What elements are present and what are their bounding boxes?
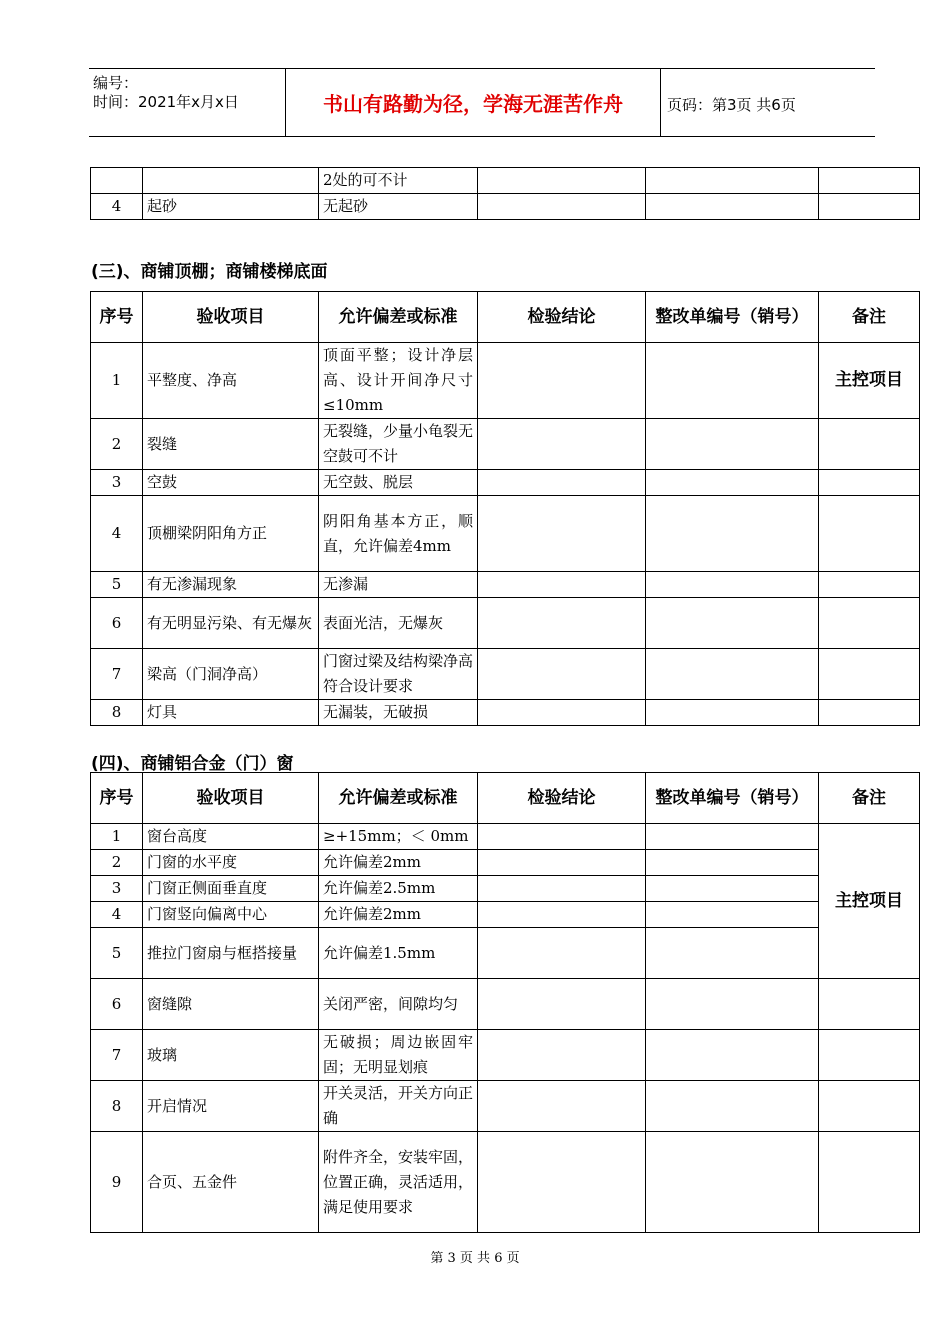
table-header-row [91, 292, 920, 343]
row-conclusion [478, 979, 646, 1030]
row-item: 门窗的水平度 [143, 850, 319, 876]
row-number: 6 [91, 598, 143, 649]
table-row [91, 572, 920, 598]
header-seq: 序号 [91, 292, 143, 343]
section-3-title: (三)、商铺顶棚；商铺楼梯底面 [91, 262, 328, 282]
row-number: 2 [91, 850, 143, 876]
header-meta [89, 69, 285, 136]
row-rectification-no [646, 470, 819, 496]
row-standard: 无裂缝，少量小龟裂无空鼓可不计 [319, 419, 478, 470]
table-row [91, 496, 920, 572]
row-rectification-no [646, 194, 819, 220]
row-remark: 主控项目 [819, 824, 920, 979]
row-item: 窗缝隙 [143, 979, 319, 1030]
row-item: 玻璃 [143, 1030, 319, 1081]
row-rectification-no [646, 496, 819, 572]
table-row [91, 343, 920, 419]
header-seq: 序号 [91, 773, 143, 824]
row-remark [819, 419, 920, 470]
row-rectification-no [646, 343, 819, 419]
row-conclusion [478, 1081, 646, 1132]
row-number: 6 [91, 979, 143, 1030]
row-item: 灯具 [143, 700, 319, 726]
row-standard: 允许偏差2mm [319, 902, 478, 928]
table-row [91, 194, 920, 220]
header-standard: 允许偏差或标准 [319, 292, 478, 343]
table-row [91, 876, 920, 902]
serial-label: 编号： [93, 74, 139, 92]
row-remark [819, 470, 920, 496]
table-row [91, 1030, 920, 1081]
row-number: 2 [91, 419, 143, 470]
row-item: 裂缝 [143, 419, 319, 470]
row-number: 1 [91, 824, 143, 850]
row-number: 3 [91, 470, 143, 496]
section-3-table [90, 291, 920, 726]
row-item [143, 168, 319, 194]
table-row [91, 850, 920, 876]
row-item: 空鼓 [143, 470, 319, 496]
row-rectification-no [646, 700, 819, 726]
row-standard: 无起砂 [319, 194, 478, 220]
row-item: 梁高（门洞净高） [143, 649, 319, 700]
header-remark: 备注 [819, 773, 920, 824]
row-number: 8 [91, 700, 143, 726]
table-row [91, 168, 920, 194]
row-item: 有无渗漏现象 [143, 572, 319, 598]
row-item: 顶棚梁阴阳角方正 [143, 496, 319, 572]
header-item: 验收项目 [143, 773, 319, 824]
row-remark [819, 1030, 920, 1081]
row-rectification-no [646, 1030, 819, 1081]
page-header [89, 68, 875, 137]
row-standard: 开关灵活，开关方向正确 [319, 1081, 478, 1132]
row-conclusion [478, 850, 646, 876]
row-conclusion [478, 598, 646, 649]
row-rectification-no [646, 902, 819, 928]
row-remark [819, 1081, 920, 1132]
row-item: 门窗正侧面垂直度 [143, 876, 319, 902]
row-conclusion [478, 496, 646, 572]
header-rectification-no: 整改单编号（销号） [646, 292, 819, 343]
row-rectification-no [646, 649, 819, 700]
row-number: 5 [91, 572, 143, 598]
row-rectification-no [646, 1132, 819, 1233]
row-item: 推拉门窗扇与框搭接量 [143, 928, 319, 979]
row-standard: 无空鼓、脱层 [319, 470, 478, 496]
row-conclusion [478, 649, 646, 700]
row-standard: 允许偏差1.5mm [319, 928, 478, 979]
time-label: 时间：2021年x月x日 [93, 93, 239, 111]
table-row [91, 928, 920, 979]
row-number: 5 [91, 928, 143, 979]
row-number: 4 [91, 902, 143, 928]
row-conclusion [478, 824, 646, 850]
row-number: 8 [91, 1081, 143, 1132]
header-motto: 书山有路勤为径，学海无涯苦作舟 [285, 69, 661, 136]
row-rectification-no [646, 419, 819, 470]
row-remark [819, 700, 920, 726]
row-number: 1 [91, 343, 143, 419]
row-item: 门窗竖向偏离中心 [143, 902, 319, 928]
row-standard: 表面光洁，无爆灰 [319, 598, 478, 649]
row-rectification-no [646, 928, 819, 979]
header-page-info: 页码：第3页 共6页 [667, 96, 796, 114]
row-number: 7 [91, 1030, 143, 1081]
row-number: 4 [91, 496, 143, 572]
row-item: 有无明显污染、有无爆灰 [143, 598, 319, 649]
row-conclusion [478, 419, 646, 470]
section-4-title: (四)、商铺铝合金（门）窗 [91, 754, 294, 774]
row-remark: 主控项目 [819, 343, 920, 419]
row-remark [819, 1132, 920, 1233]
table-row [91, 700, 920, 726]
table-row [91, 902, 920, 928]
row-conclusion [478, 928, 646, 979]
row-number [91, 168, 143, 194]
row-item: 平整度、净高 [143, 343, 319, 419]
row-standard: 门窗过梁及结构梁净高符合设计要求 [319, 649, 478, 700]
header-conclusion: 检验结论 [478, 292, 646, 343]
row-remark [819, 649, 920, 700]
row-conclusion [478, 700, 646, 726]
row-conclusion [478, 902, 646, 928]
header-remark: 备注 [819, 292, 920, 343]
row-conclusion [478, 470, 646, 496]
row-conclusion [478, 1132, 646, 1233]
header-rectification-no: 整改单编号（销号） [646, 773, 819, 824]
table-row [91, 598, 920, 649]
row-standard: 无漏装，无破损 [319, 700, 478, 726]
row-remark [819, 194, 920, 220]
section-4-table [90, 772, 920, 1233]
row-number: 3 [91, 876, 143, 902]
row-standard: 允许偏差2.5mm [319, 876, 478, 902]
row-remark [819, 168, 920, 194]
table-row [91, 419, 920, 470]
row-rectification-no [646, 979, 819, 1030]
row-remark [819, 598, 920, 649]
row-conclusion [478, 572, 646, 598]
header-standard: 允许偏差或标准 [319, 773, 478, 824]
row-remark [819, 496, 920, 572]
row-standard: 关闭严密，间隙均匀 [319, 979, 478, 1030]
row-standard: ≥+15mm；＜ 0mm [319, 824, 478, 850]
row-remark [819, 572, 920, 598]
row-number: 7 [91, 649, 143, 700]
row-number: 4 [91, 194, 143, 220]
row-conclusion [478, 194, 646, 220]
continuation-table [90, 167, 920, 220]
row-item: 起砂 [143, 194, 319, 220]
row-conclusion [478, 876, 646, 902]
header-conclusion: 检验结论 [478, 773, 646, 824]
row-rectification-no [646, 824, 819, 850]
row-rectification-no [646, 168, 819, 194]
row-rectification-no [646, 572, 819, 598]
table-row [91, 649, 920, 700]
row-standard: 附件齐全，安装牢固，位置正确，灵活适用，满足使用要求 [319, 1132, 478, 1233]
header-item: 验收项目 [143, 292, 319, 343]
row-number: 9 [91, 1132, 143, 1233]
page-footer: 第 3 页 共 6 页 [430, 1251, 520, 1266]
table-row [91, 979, 920, 1030]
row-standard: 无破损；周边嵌固牢固；无明显划痕 [319, 1030, 478, 1081]
row-item: 开启情况 [143, 1081, 319, 1132]
table-row [91, 1081, 920, 1132]
row-standard: 阴阳角基本方正，顺直，允许偏差4mm [319, 496, 478, 572]
table-row [91, 824, 920, 850]
row-rectification-no [646, 1081, 819, 1132]
table-row [91, 470, 920, 496]
row-standard: 2处的可不计 [319, 168, 478, 194]
row-standard: 顶面平整；设计净层高、设计开间净尺寸≤10mm [319, 343, 478, 419]
row-conclusion [478, 1030, 646, 1081]
row-rectification-no [646, 876, 819, 902]
row-item: 合页、五金件 [143, 1132, 319, 1233]
row-rectification-no [646, 598, 819, 649]
row-conclusion [478, 343, 646, 419]
row-standard: 无渗漏 [319, 572, 478, 598]
row-conclusion [478, 168, 646, 194]
row-rectification-no [646, 850, 819, 876]
row-item: 窗台高度 [143, 824, 319, 850]
table-row [91, 1132, 920, 1233]
row-remark [819, 979, 920, 1030]
row-standard: 允许偏差2mm [319, 850, 478, 876]
table-header-row [91, 773, 920, 824]
